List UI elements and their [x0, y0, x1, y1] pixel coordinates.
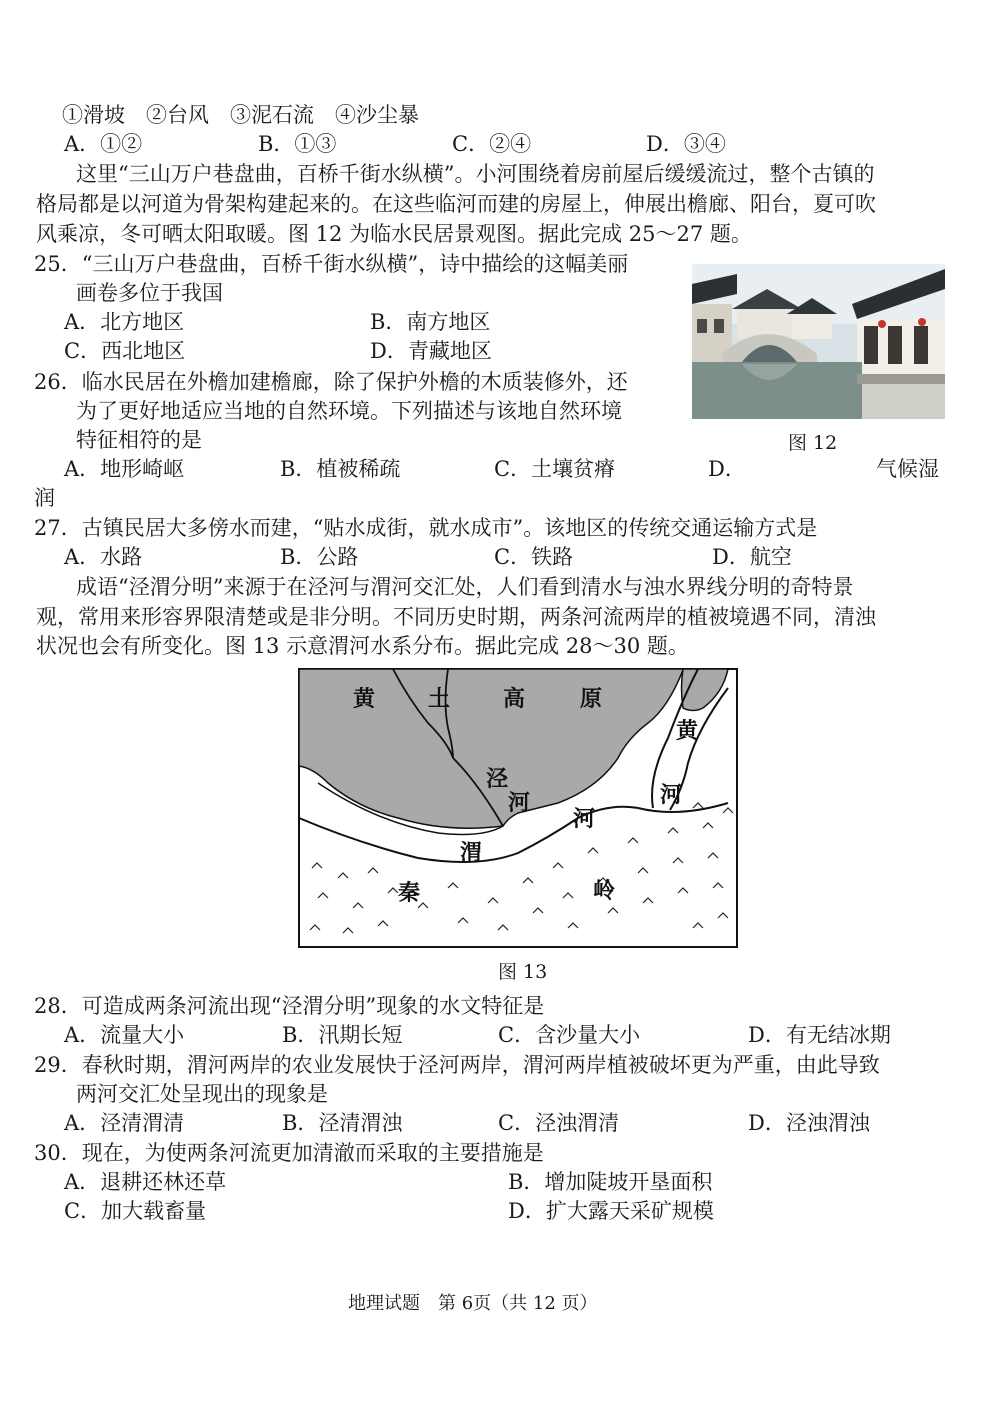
q27-option-a: A．水路	[64, 545, 143, 569]
map-label-qin: 秦	[398, 880, 421, 906]
q25-option-a: A．北方地区	[64, 310, 185, 334]
q26-stem: 26．临水民居在外檐加建檐廊，除了保护外檐的木质装修外，还	[34, 370, 628, 394]
q25-option-b: B．南方地区	[370, 310, 491, 334]
q30-option-d: D．扩大露天采矿规模	[508, 1199, 714, 1223]
figure-12-photo	[692, 264, 945, 419]
q29-option-b: B．泾清渭浊	[282, 1111, 403, 1135]
q28-option-c: C．含沙量大小	[498, 1023, 641, 1047]
map-label-wei: 渭	[460, 840, 483, 866]
q29-option-c: C．泾浊渭清	[498, 1111, 620, 1135]
map-label-yellow-1: 黄	[676, 718, 699, 744]
map-label-huang: 黄	[353, 686, 376, 712]
q24-option-d: D．③④	[646, 132, 726, 156]
passage1-line: 风乘凉，冬可晒太阳取暖。图 12 为临水民居景观图。据此完成 25～27 题。	[36, 222, 752, 246]
q30-stem: 30．现在，为使两条河流更加清澈而采取的主要措施是	[34, 1141, 544, 1165]
q27-option-c: C．铁路	[494, 545, 574, 569]
q24-option-a: A．①②	[64, 132, 143, 156]
map-label-tu: 土	[428, 686, 451, 712]
q29-stem: 两河交汇处呈现出的现象是	[76, 1082, 328, 1106]
map-label-jing: 泾	[486, 766, 509, 792]
q28-stem: 28．可造成两条河流出现“泾渭分明”现象的水文特征是	[34, 994, 545, 1018]
figure-13-caption: 图 13	[498, 961, 548, 983]
q29-stem: 29．春秋时期，渭河两岸的农业发展快于泾河两岸，渭河两岸植被破坏更为严重，由此导致	[34, 1053, 880, 1077]
passage1-line: 格局都是以河道为骨架构建起来的。在这些临河而建的房屋上，伸展出檐廊、阳台，夏可吹	[36, 192, 876, 216]
passage1-line: 这里“三山万户巷盘曲，百桥千街水纵横”。小河围绕着房前屋后缓缓流过，整个古镇的	[76, 162, 875, 186]
q24-option-b: B．①③	[258, 132, 337, 156]
map-label-jing-he: 河	[508, 790, 531, 816]
q29-option-d: D．泾浊渭浊	[748, 1111, 870, 1135]
map-label-yuan: 原	[580, 686, 603, 712]
q30-option-a: A．退耕还林还草	[64, 1170, 227, 1194]
q26-option-a: A．地形崎岖	[64, 457, 185, 481]
q28-option-d: D．有无结冰期	[748, 1023, 891, 1047]
q24-option-c: C．②④	[452, 132, 532, 156]
q28-option-b: B．汛期长短	[282, 1023, 403, 1047]
q26-option-d: D．	[708, 457, 746, 481]
q30-option-c: C．加大载畜量	[64, 1199, 207, 1223]
q26-option-d-wrap: 润	[34, 486, 55, 510]
q26-stem: 特征相符的是	[76, 428, 202, 452]
passage2-line: 成语“泾渭分明”来源于在泾河与渭河交汇处，人们看到清水与浊水界线分明的奇特景	[76, 575, 854, 599]
q26-stem: 为了更好地适应当地的自然环境。下列描述与该地自然环境	[76, 399, 622, 423]
q26-option-b: B．植被稀疏	[280, 457, 401, 481]
passage2-line: 状况也会有所变化。图 13 示意渭河水系分布。据此完成 28～30 题。	[36, 634, 689, 658]
q27-stem: 27．古镇民居大多傍水而建，“贴水成街，就水成市”。该地区的传统交通运输方式是	[34, 516, 818, 540]
figure-13-map	[298, 668, 738, 948]
q26-option-c: C．土壤贫瘠	[494, 457, 616, 481]
q25-option-d: D．青藏地区	[370, 339, 492, 363]
page-footer: 地理试题 第 6页（共 12 页）	[348, 1293, 598, 1314]
q29-option-a: A．泾清渭清	[64, 1111, 185, 1135]
q27-option-d: D．航空	[712, 545, 792, 569]
q30-option-b: B．增加陡坡开垦面积	[508, 1170, 713, 1194]
q25-option-c: C．西北地区	[64, 339, 186, 363]
map-label-ling: 岭	[593, 878, 616, 904]
map-label-wei-he: 河	[573, 806, 596, 832]
q28-option-a: A．流量大小	[64, 1023, 185, 1047]
passage2-line: 观，常用来形容界限清楚或是非分明。不同历史时期，两条河流两岸的植被境遇不同，清浊	[36, 605, 876, 629]
q27-option-b: B．公路	[280, 545, 359, 569]
q24-items: ①滑坡 ②台风 ③泥石流 ④沙尘暴	[62, 103, 419, 127]
q25-stem: 25．“三山万户巷盘曲，百桥千街水纵横”，诗中描绘的这幅美丽	[34, 252, 629, 276]
q26-option-d-text: 气候湿	[876, 457, 939, 481]
q25-stem: 画卷多位于我国	[76, 281, 223, 305]
map-label-gao: 高	[503, 686, 526, 712]
figure-12-caption: 图 12	[788, 432, 838, 454]
map-label-yellow-2: 河	[660, 782, 683, 808]
